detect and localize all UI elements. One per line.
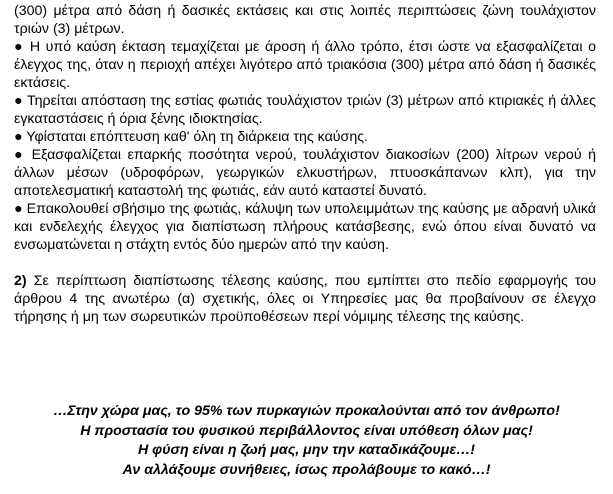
bullet-text: Η υπό καύση έκταση τεμαχίζεται με άροση ή άλλο τρόπο, έτσι ώστε να εξασφαλίζεται ο έλεγχος της, όταν η περιοχή απέχει λιγότερο από τριακόσια (300) μέτρα από δάση ή δασικές εκτάσεις.: [14, 39, 596, 91]
bullet-marker: ●: [14, 147, 26, 163]
paragraph-number: 2): [14, 273, 27, 289]
bullet-marker: ●: [14, 93, 23, 109]
bullet-marker: ●: [14, 39, 25, 55]
bullet-item: [14, 128, 596, 146]
closing-message: [0, 402, 613, 480]
bullet-text: Εξασφαλίζεται επαρκής ποσότητα νερού, τουλάχιστον διακοσίων (200) λίτρων νερού ή άλλων μέσων (υδροφόρων, γεωργικών ελκυστήρων, πτυοσκάπανων κλπ), για την αποτελεσματική καταστολή της φωτιάς, εάν αυτό καταστεί δυνατό.: [14, 147, 596, 199]
closing-line: Η φύση είναι η ζωή μας, μην την καταδικάζουμε…!: [137, 442, 476, 458]
spacer: [14, 254, 596, 272]
bullet-marker: ●: [14, 201, 23, 217]
bullet-item: [14, 146, 596, 200]
numbered-paragraph: [14, 272, 596, 326]
bullet-item: [14, 200, 596, 254]
bullet-marker: ●: [14, 129, 23, 145]
bullet-text: Υφίσταται επόπτευση καθ' όλη τη διάρκεια της καύσης.: [26, 129, 368, 145]
bullet-item: [14, 38, 596, 92]
bullet-text: Τηρείται απόσταση της εστίας φωτιάς τουλάχιστον τριών (3) μέτρων από κτιριακές ή άλλες εγκαταστάσεις ή όρια ξένης ιδιοκτησίας.: [14, 93, 596, 127]
continuation-paragraph: (300) μέτρα από δάση ή δασικές εκτάσεις και στις λοιπές περιπτώσεις ζώνη τουλάχιστον τριών (3) μέτρων.: [14, 3, 596, 37]
document-body: [14, 2, 596, 326]
paragraph-text: Σε περίπτωση διαπίστωσης τέλεσης καύσης, που εμπίπτει στο πεδίο εφαρμογής του άρθρου 4 της ανωτέρω (α) σχετικής, όλες οι Υπηρεσίες μας θα προβαίνουν σε έλεγχο τήρησης ή μη των σωρευτικών προϋποθέσεων περί νόμιμης τέλεσης της καύσης.: [14, 273, 596, 325]
bullet-item: [14, 92, 596, 128]
closing-line: …Στην χώρα μας, το 95% των πυρκαγιών προκαλούνται από τον άνθρωπο!: [53, 403, 560, 419]
closing-line: Αν αλλάξουμε συνήθειες, ίσως προλάβουμε το κακό…!: [122, 461, 491, 478]
closing-line: Η προστασία του φυσικού περιβάλλοντος είναι υπόθεση όλων μας!: [80, 422, 533, 439]
bullet-text: Επακολουθεί σβήσιμο της φωτιάς, κάλυψη των υπολειμμάτων της καύσης με αδρανή υλικά και ενδελεχής έλεγχος για διαπίστωση πλήρους κατάσβεσης, ενώ όπου είναι δυνατό να ενσωματώνεται η στάχτη εντός δύο ημερών από την καύση.: [14, 201, 596, 253]
